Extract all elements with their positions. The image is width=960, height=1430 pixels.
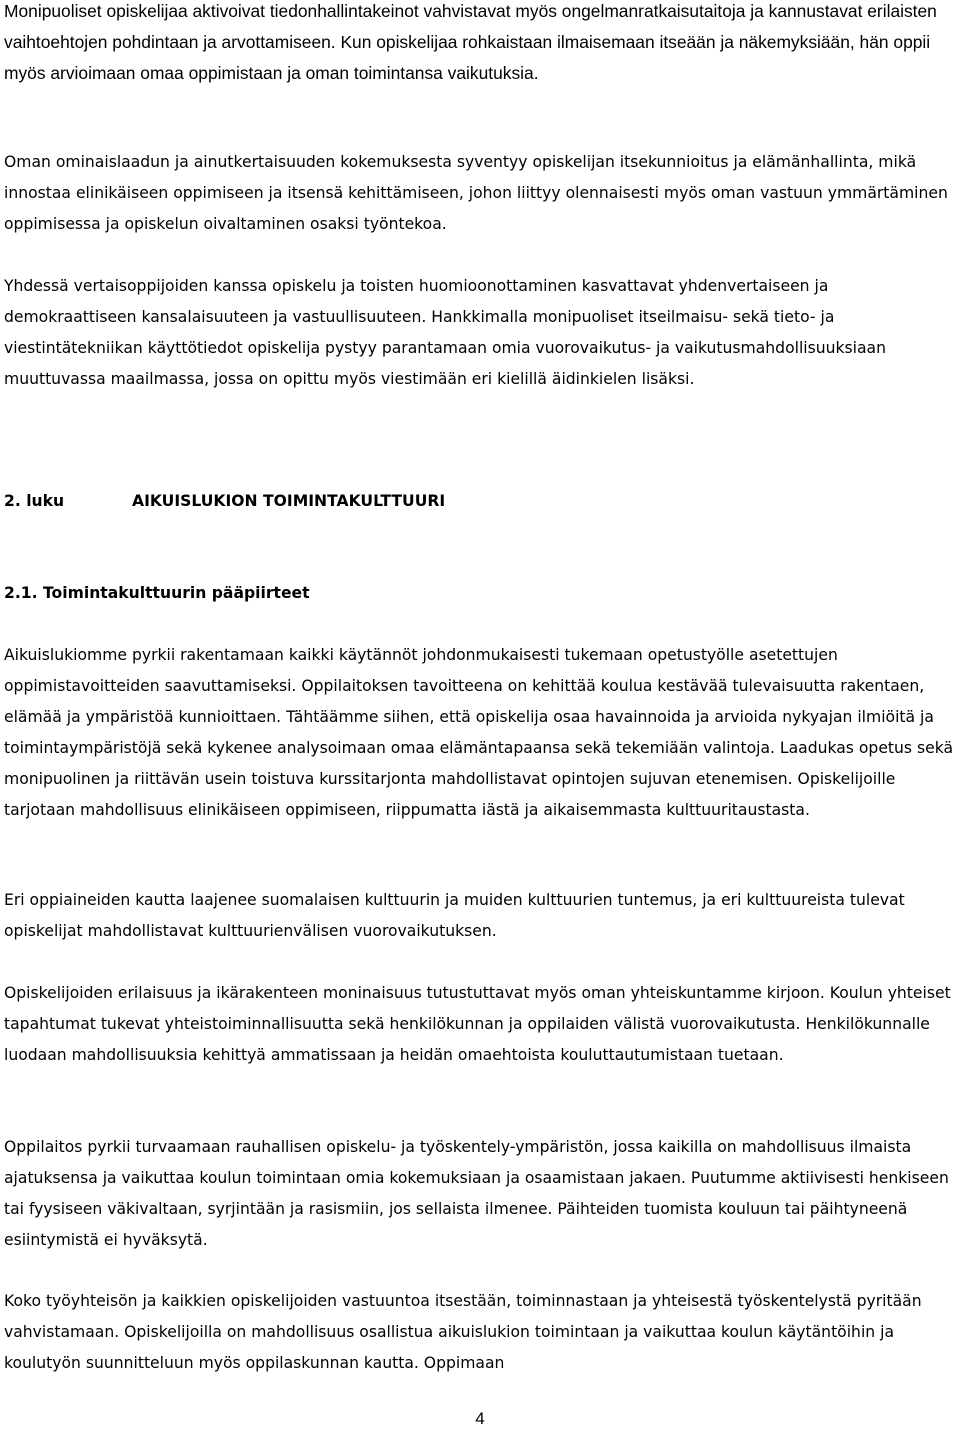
paragraph-self-respect: Oman ominaislaadun ja ainutkertaisuuden kokemuksesta syventyy opiskelijan itsekunnioitus ja elämänhallinta, mikä innostaa elinikäiseen oppimiseen ja itsensä kehittämiseen, johon liittyy olennaisesti myös oman vastuun ymmärtäminen oppimisessa ja opiskelun oivaltaminen osaksi työntekoa. — [4, 153, 948, 233]
paragraph-practices: Aikuislukiomme pyrkii rakentamaan kaikki käytännöt johdonmukaisesti tukemaan opetustyölle asetettujen oppimistavoitteiden saavuttamiseksi. Oppilaitoksen tavoitteena on kehittää koulua kestävää tulevaisuutta rakentaen, elämää ja ympäristöä kunnioittaen. Tähtäämme siihen, että opiskelija osaa havainnoida ja arvioida nykyajan ilmiöitä ja toimintaympäristöjä sekä kykenee analysoimaan omaa elämäntapaansa sekä tekemiään valintoja. Laadukas opetus sekä monipuolinen ja riittävän usein toistuva kurssitarjonta mahdollistavat opintojen sujuvan etenemisen. Opiskelijoille tarjotaan mahdollisuus elinikäiseen oppimiseen, riippumatta iästä ja aikaisemmasta kulttuuritaustasta. — [4, 646, 954, 819]
chapter-number: 2. luku — [4, 492, 65, 510]
paragraph-safe-environment: Oppilaitos pyrkii turvaamaan rauhallisen opiskelu- ja työskentely-ympäristön, jossa kaikilla on mahdollisuus ilmaista ajatuksensa ja vaikuttaa koulun toimintaan omia kokemuksiaan ja osaamistaan jakaen. Puutumme aktiivisesti henkiseen tai fyysiseen väkivaltaan, syrjintään ja rasismiin, jos sellaista ilmenee. Päihteiden tuomista kouluun tai päihtyneenä esiintymistä ei hyväksytä. — [4, 1138, 949, 1249]
intro-paragraph: Monipuoliset opiskelijaa aktivoivat tiedonhallintakeinot vahvistavat myös ongelmanratkaisutaitoja ja kannustavat erilaisten vaihtoehtojen pohdintaan ja arvottamiseen. Kun opiskelijaa rohkaistaan ilmaisemaan itseään ja näkemyksiään, hän oppii myös arvioimaan omaa oppimistaan ja oman toimintansa vaikutuksia. — [4, 1, 937, 83]
chapter-title: AIKUISLUKION TOIMINTAKULTTUURI — [132, 492, 446, 510]
paragraph-responsibility: Koko työyhteisön ja kaikkien opiskelijoiden vastuuntoa itsestään, toiminnastaan ja yhteisestä työskentelystä pyritään vahvistamaan. Opiskelijoilla on mahdollisuus osallistua aikuislukion toimintaan ja vaikuttaa koulun käytäntöihin ja koulutyön suunnitteluun myös oppilaskunnan kautta. Oppimaan — [4, 1292, 922, 1372]
paragraph-peer-learning: Yhdessä vertaisoppijoiden kanssa opiskelu ja toisten huomioonottaminen kasvattavat yhdenvertaiseen ja demokraattiseen kansalaisuuteen ja vastuullisuuteen. Hankkimalla monipuoliset itseilmaisu- sekä tieto- ja viestintätekniikan käyttötiedot opiskelija pystyy parantamaan omia vuorovaikutus- ja vaikutusmahdollisuuksiaan muuttuvassa maailmassa, jossa on opittu myös viestimään eri kielillä äidinkielen lisäksi. — [4, 277, 886, 388]
paragraph-cultures: Eri oppiaineiden kautta laajenee suomalaisen kulttuurin ja muiden kulttuurien tuntemus, ja eri kulttuureista tulevat opiskelijat mahdollistavat kulttuurienvälisen vuorovaikutuksen. — [4, 891, 905, 940]
page-number: 4 — [475, 1409, 485, 1428]
section-heading: 2.1. Toimintakulttuurin pääpiirteet — [4, 584, 310, 602]
paragraph-diversity: Opiskelijoiden erilaisuus ja ikärakenteen moninaisuus tutustuttavat myös oman yhteiskuntamme kirjoon. Koulun yhteiset tapahtumat tukevat yhteistoiminnallisuutta sekä henkilökunnan ja oppilaiden välistä vuorovaikutusta. Henkilökunnalle luodaan mahdollisuuksia kehittyä ammatissaan ja heidän omaehtoista kouluttautumistaan tuetaan. — [4, 984, 951, 1064]
